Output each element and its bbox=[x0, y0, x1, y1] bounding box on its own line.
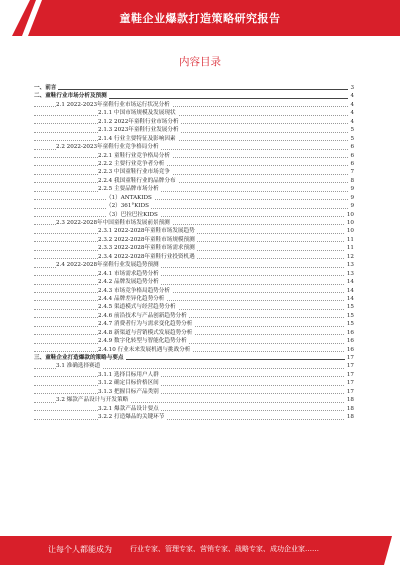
toc-entry-text: 2.4.5 渠道模式与经营趋势分析 bbox=[98, 304, 176, 311]
toc-page-number: 4 bbox=[350, 110, 354, 117]
toc-page-number: 10 bbox=[346, 220, 354, 226]
toc-entry[interactable] bbox=[34, 227, 354, 235]
toc-entry-text: 3.2.1 爆款产品设计要点 bbox=[98, 405, 159, 412]
toc-entry[interactable] bbox=[34, 405, 354, 413]
toc-leader bbox=[34, 284, 348, 285]
toc-leader bbox=[34, 376, 348, 377]
toc-entry-text: 2.2.2 主要行业竞争者分析 bbox=[98, 160, 165, 167]
footer-tagline: 行业专家、管理专家、营销专家、战略专家、成功企业家…… bbox=[130, 545, 319, 553]
toc-leader bbox=[34, 199, 348, 200]
toc-leader bbox=[34, 89, 348, 90]
toc-leader bbox=[34, 317, 348, 318]
toc-page-number: 9 bbox=[350, 186, 354, 193]
toc-page-number: 11 bbox=[346, 236, 354, 243]
report-title: 童鞋企业爆款打造策略研究报告 bbox=[119, 12, 281, 25]
toc-entry[interactable] bbox=[34, 413, 354, 421]
toc-page-number: 15 bbox=[346, 304, 354, 311]
toc-leader bbox=[34, 165, 348, 166]
toc-entry[interactable] bbox=[34, 118, 354, 126]
toc-entry-text: 3.1.2 确定目标价格区间 bbox=[98, 380, 159, 387]
toc-entry-text: 3.1.3 把握目标产品类别 bbox=[98, 388, 159, 395]
toc-page-number: 5 bbox=[350, 127, 354, 134]
toc-title: 内容目录 bbox=[179, 56, 221, 68]
toc-entry[interactable] bbox=[34, 185, 354, 193]
toc-entry-text: 2.4.9 数字化转型与智能化趋势分析 bbox=[98, 338, 187, 345]
toc-page-number: 17 bbox=[346, 380, 354, 387]
toc-entry[interactable] bbox=[34, 194, 354, 202]
toc-page-number: 5 bbox=[350, 135, 354, 142]
toc-leader bbox=[34, 182, 348, 183]
toc-leader bbox=[34, 385, 348, 386]
table-of-contents bbox=[34, 84, 354, 422]
toc-entry-text: 2.2.5 主要品牌市场分析 bbox=[98, 186, 159, 193]
toc-page-number: 17 bbox=[346, 371, 354, 378]
toc-page-number: 14 bbox=[346, 279, 354, 286]
toc-page-number: 6 bbox=[350, 160, 354, 167]
toc-page-number: 15 bbox=[346, 321, 354, 328]
toc-entry[interactable] bbox=[34, 362, 354, 370]
toc-entry-text: 2.1 2022-2023年童鞋行业市场运行状况分析 bbox=[56, 101, 170, 108]
toc-entry[interactable] bbox=[34, 219, 354, 227]
toc-entry[interactable] bbox=[34, 168, 354, 176]
toc-entry-text: 2.2.3 中国童鞋行业市场竞争 bbox=[98, 169, 170, 176]
toc-page-number: 15 bbox=[346, 312, 354, 319]
toc-entry-text: 2.4.8 新渠道与营销模式发展趋势分析 bbox=[98, 329, 193, 336]
toc-page-number: 18 bbox=[346, 414, 354, 421]
toc-leader bbox=[34, 157, 348, 158]
toc-leader bbox=[34, 191, 348, 192]
toc-entry-text: 2.3 2022-2028年中国童鞋市场发展前景预测 bbox=[56, 220, 170, 226]
toc-entry[interactable] bbox=[34, 177, 354, 185]
toc-leader bbox=[34, 292, 348, 293]
toc-page-number: 13 bbox=[346, 270, 354, 277]
toc-leader bbox=[34, 216, 348, 217]
toc-page-number: 18 bbox=[346, 397, 354, 404]
toc-page-number: 6 bbox=[350, 152, 354, 159]
toc-entry[interactable] bbox=[34, 152, 354, 160]
toc-entry-text: 2.4.10 行业未来发展机遇与挑战分析 bbox=[98, 346, 191, 353]
toc-page-number: 3 bbox=[350, 85, 354, 91]
toc-page-number: 14 bbox=[346, 295, 354, 302]
toc-entry[interactable] bbox=[34, 303, 354, 311]
toc-page-number: 9 bbox=[350, 194, 354, 201]
toc-entry-text: 2.3.3 2022-2028年童鞋市场需求预测 bbox=[98, 245, 195, 252]
toc-entry-text: 2.4.4 品牌差异化趋势分析 bbox=[98, 295, 165, 302]
toc-entry[interactable] bbox=[34, 346, 354, 354]
toc-entry-text: 2.1.1 中国市场规模及发展现状 bbox=[98, 110, 176, 117]
toc-page-number: 13 bbox=[346, 262, 354, 269]
toc-page-number: 4 bbox=[350, 101, 354, 108]
toc-leader bbox=[34, 419, 348, 420]
toc-leader bbox=[34, 132, 348, 133]
toc-entry[interactable] bbox=[34, 244, 354, 252]
toc-entry[interactable] bbox=[34, 135, 354, 143]
toc-entry-text: 2.2.4 我国童鞋行业的品牌分布 bbox=[98, 177, 176, 184]
toc-page-number: 12 bbox=[346, 253, 354, 260]
toc-entry-text: 2.4.7 消费者行为与需求变化趋势分析 bbox=[98, 321, 193, 328]
toc-leader bbox=[34, 410, 348, 411]
toc-leader bbox=[34, 115, 348, 116]
toc-entry-text: 2.4.1 市场需求趋势分析 bbox=[98, 270, 159, 277]
toc-entry-text: 2.1.4 行业主要特征及影响因素 bbox=[98, 135, 176, 142]
toc-entry[interactable] bbox=[34, 388, 354, 396]
toc-page-number: 10 bbox=[346, 211, 354, 218]
toc-entry-text: 3.2 爆款产品设计与开发策略 bbox=[56, 397, 129, 404]
toc-page-number: 10 bbox=[346, 228, 354, 235]
toc-page-number: 17 bbox=[346, 363, 354, 370]
toc-leader bbox=[34, 140, 348, 141]
toc-page-number: 7 bbox=[350, 169, 354, 176]
toc-entry[interactable] bbox=[34, 354, 354, 362]
toc-page-number: 16 bbox=[346, 329, 354, 336]
toc-entry-text: 2.4.3 市场竞争格局趋势分析 bbox=[98, 287, 170, 294]
footer-bar bbox=[0, 536, 400, 565]
toc-page-number: 14 bbox=[346, 287, 354, 294]
toc-entry[interactable] bbox=[34, 295, 354, 303]
toc-leader bbox=[34, 309, 348, 310]
footer-slogan: 让每个人都能成为 bbox=[48, 545, 112, 554]
toc-entry-text: （1）ANTAKIDS bbox=[106, 194, 152, 201]
toc-leader bbox=[34, 343, 348, 344]
toc-entry[interactable] bbox=[34, 396, 354, 404]
toc-entry[interactable] bbox=[34, 371, 354, 379]
toc-page-number: 17 bbox=[346, 388, 354, 395]
toc-entry[interactable] bbox=[34, 278, 354, 286]
toc-leader bbox=[34, 174, 348, 175]
toc-entry[interactable] bbox=[34, 320, 354, 328]
toc-page-number: 18 bbox=[346, 405, 354, 412]
toc-entry[interactable] bbox=[34, 287, 354, 295]
toc-entry-text: 2.4.2 品牌发展趋势分析 bbox=[98, 279, 159, 286]
toc-entry-text: （3）巴拉巴拉KIDS bbox=[106, 211, 158, 218]
toc-entry[interactable] bbox=[34, 261, 354, 269]
toc-entry-text: 3.1 准确选择赛道 bbox=[56, 363, 101, 370]
toc-entry-text: （2）361°KIDS bbox=[106, 203, 149, 210]
toc-entry[interactable] bbox=[34, 270, 354, 278]
toc-entry-text: 2.1.2 2022年童鞋行业市场分析 bbox=[98, 118, 179, 125]
toc-entry[interactable] bbox=[34, 379, 354, 387]
toc-entry[interactable] bbox=[34, 236, 354, 244]
toc-entry-text: 2.1.3 2023年童鞋行业发展分析 bbox=[98, 127, 179, 134]
toc-entry[interactable] bbox=[34, 337, 354, 345]
toc-leader bbox=[34, 123, 348, 124]
toc-page-number: 11 bbox=[346, 245, 354, 252]
toc-entry-text: 2.3.2 2022-2028年童鞋市场规模预测 bbox=[98, 236, 195, 243]
toc-entry-text: 二、童鞋行业市场分析及预测 bbox=[34, 93, 107, 100]
toc-entry-text: 2.4 2022-2028年童鞋行业发展趋势预测 bbox=[56, 262, 159, 269]
toc-entry-text: 2.3.4 2022-2028年童鞋行业投资机遇 bbox=[98, 253, 195, 260]
toc-leader bbox=[34, 300, 348, 301]
toc-entry-text: 2.4.6 前沿技术与产品创新趋势分析 bbox=[98, 312, 187, 319]
toc-entry[interactable] bbox=[34, 109, 354, 117]
toc-entry[interactable] bbox=[34, 253, 354, 261]
toc-leader bbox=[34, 275, 348, 276]
toc-entry-text: 3.2.2 打造爆品的关键环节 bbox=[98, 414, 165, 421]
header-bar bbox=[0, 0, 400, 36]
toc-entry[interactable] bbox=[34, 329, 354, 337]
toc-page-number: 4 bbox=[350, 93, 354, 100]
toc-entry-text: 三、童鞋企业打造爆款的策略与要点 bbox=[34, 355, 124, 361]
toc-page-number: 17 bbox=[346, 355, 354, 361]
toc-entry[interactable] bbox=[34, 202, 354, 210]
toc-entry-text: 3.1.1 选择目标用户人群 bbox=[98, 371, 159, 378]
toc-entry[interactable] bbox=[34, 160, 354, 168]
toc-leader bbox=[34, 393, 348, 394]
toc-entry[interactable] bbox=[34, 312, 354, 320]
toc-entry[interactable] bbox=[34, 126, 354, 134]
toc-entry[interactable] bbox=[34, 211, 354, 219]
toc-entry[interactable] bbox=[34, 84, 354, 92]
toc-entry[interactable] bbox=[34, 101, 354, 109]
toc-entry-text: 2.3.1 2022-2028年童鞋市场发展趋势 bbox=[98, 228, 195, 235]
toc-entry-text: 2.2.1 童鞋行业竞争格局分析 bbox=[98, 152, 170, 159]
toc-page-number: 16 bbox=[346, 338, 354, 345]
toc-entry-text: 一、前言 bbox=[34, 85, 57, 91]
toc-page-number: 16 bbox=[346, 346, 354, 353]
toc-page-number: 9 bbox=[350, 203, 354, 210]
toc-entry-text: 2.2 2022-2023年童鞋行业竞争格局分析 bbox=[56, 144, 159, 151]
toc-leader bbox=[34, 208, 348, 209]
toc-page-number: 4 bbox=[350, 118, 354, 125]
toc-page-number: 8 bbox=[350, 177, 354, 184]
toc-entry[interactable] bbox=[34, 92, 354, 100]
toc-page-number: 6 bbox=[350, 144, 354, 151]
footer-stripe-decoration bbox=[378, 536, 400, 565]
toc-entry[interactable] bbox=[34, 143, 354, 151]
